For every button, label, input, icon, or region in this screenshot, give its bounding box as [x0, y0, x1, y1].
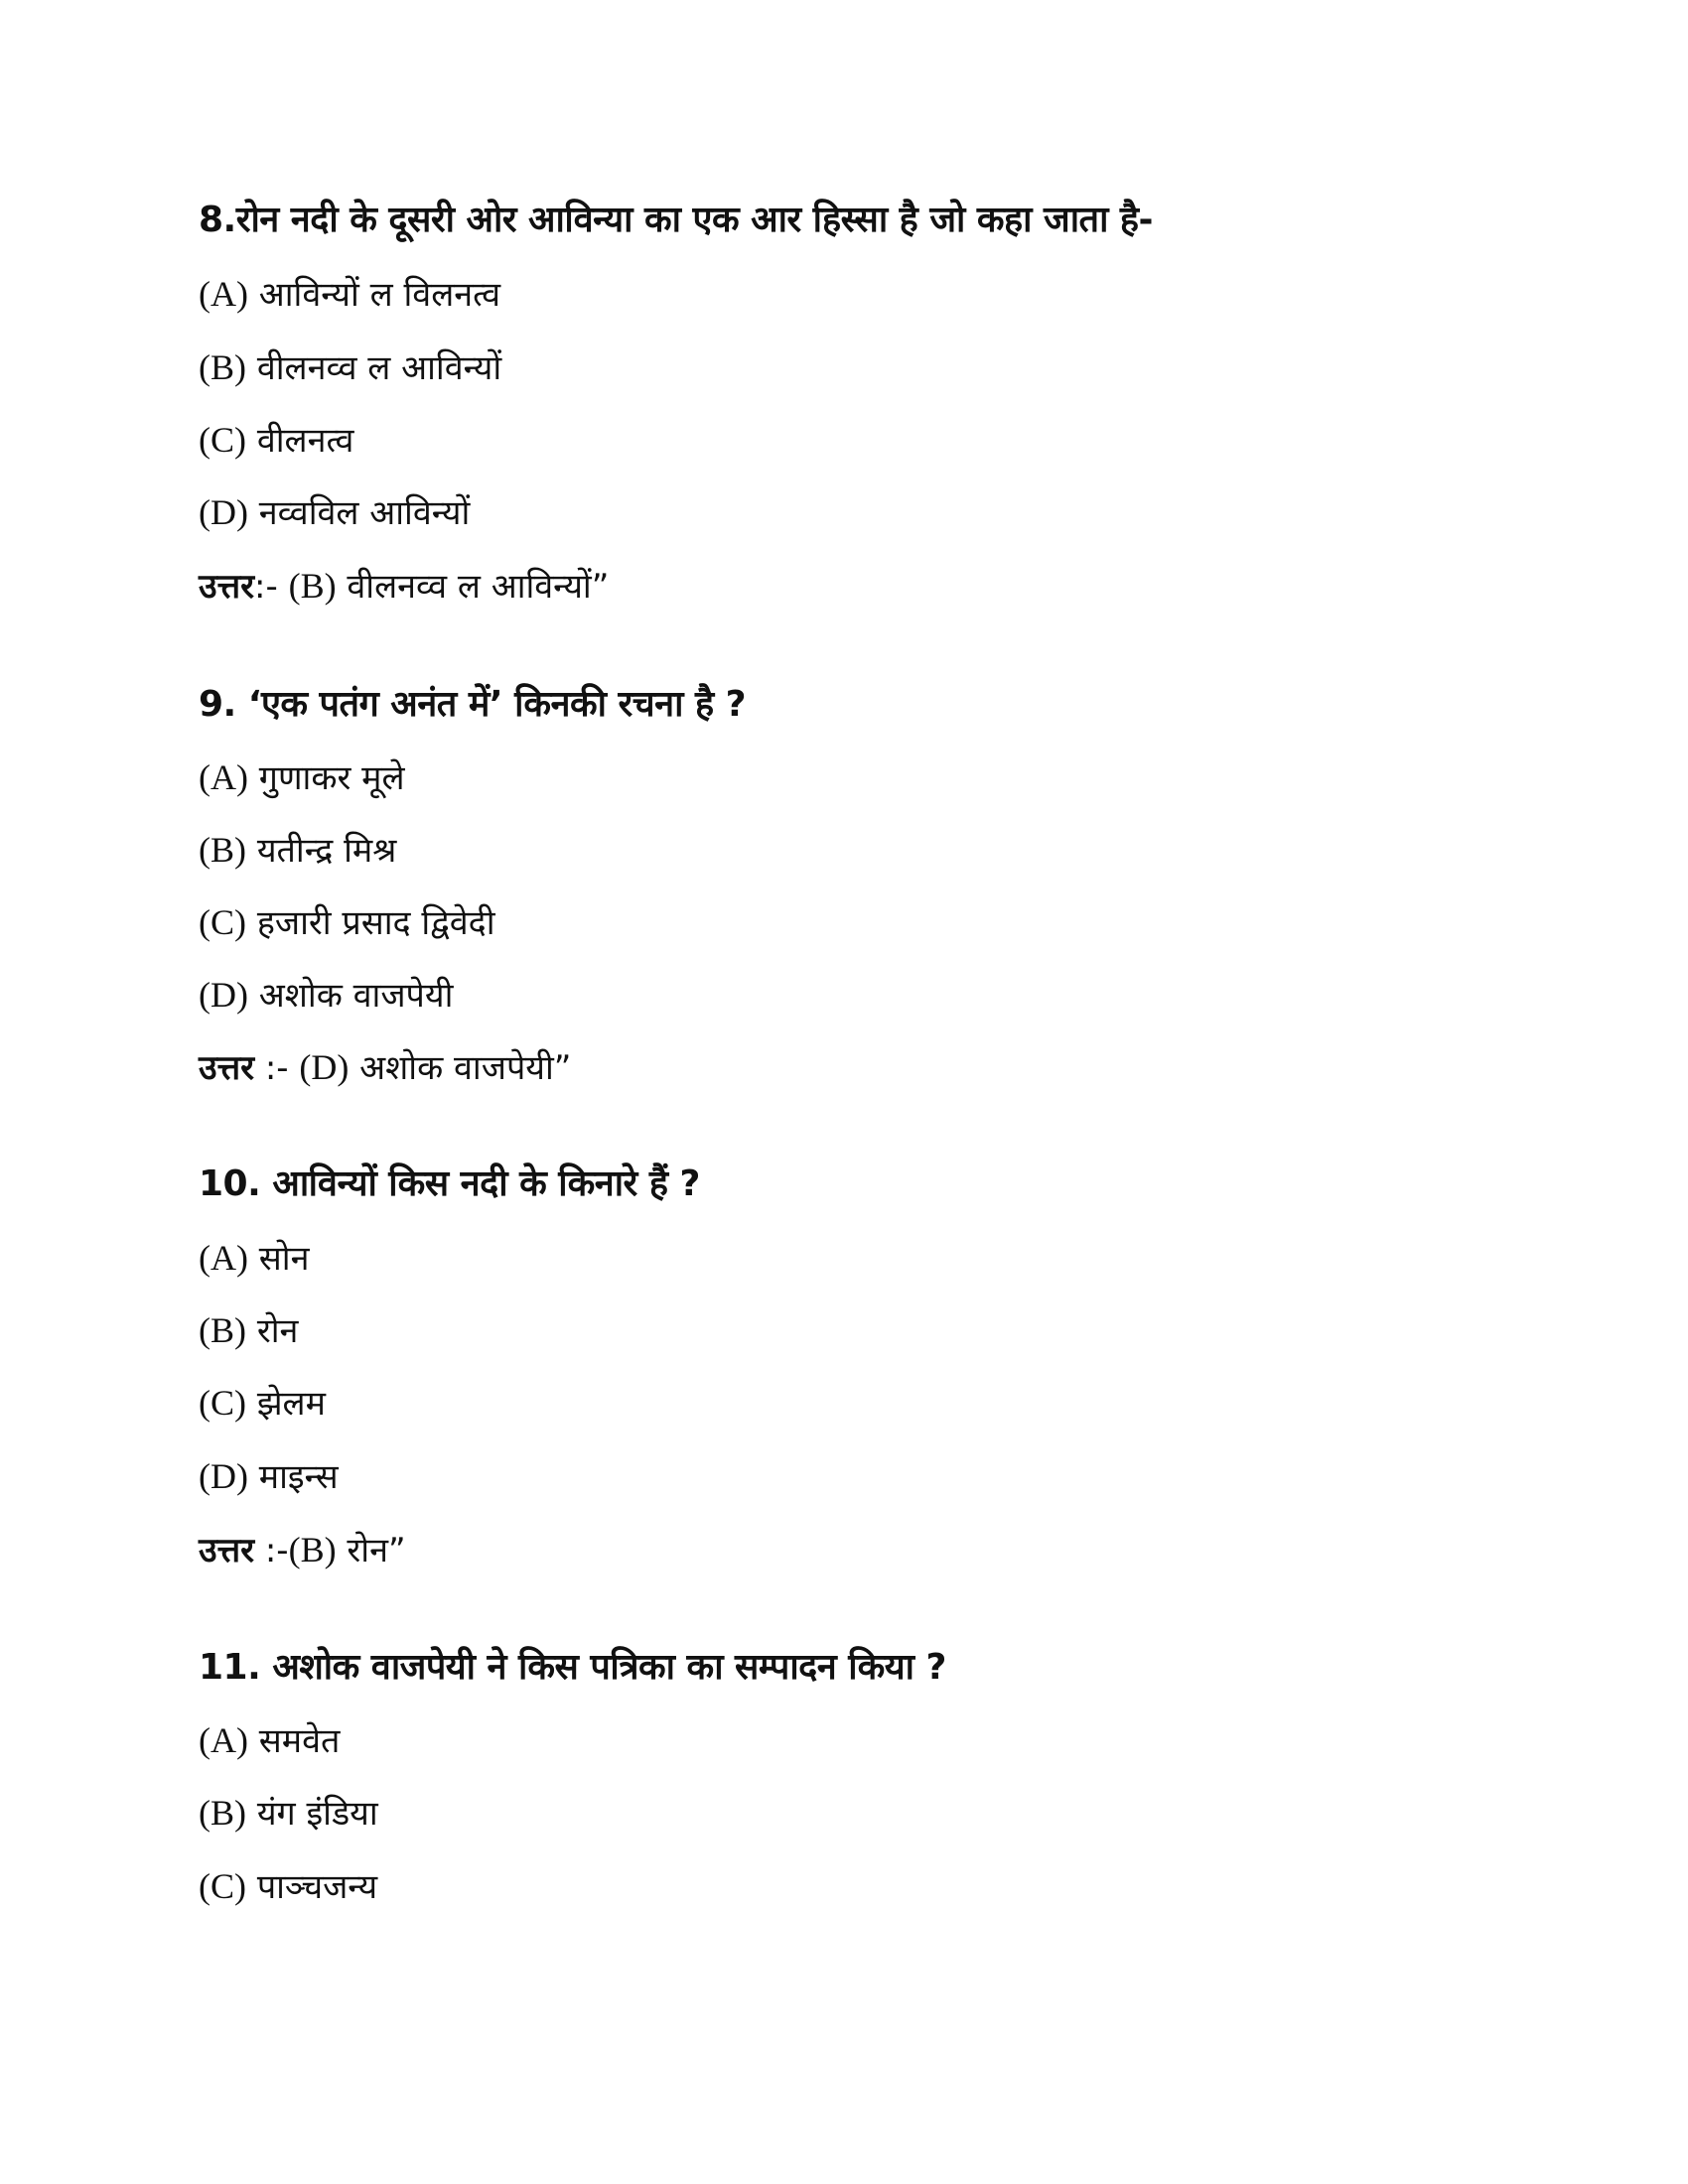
- question-text: आविन्यों किस नदी के किनारे हैं ?: [260, 1163, 700, 1204]
- question-8-option-c: [199, 415, 353, 465]
- option-key: (B): [199, 1793, 246, 1833]
- question-10-heading: [199, 1160, 700, 1209]
- question-number: 10.: [199, 1163, 261, 1204]
- option-text: आविन्यों ल विलनत्व: [258, 275, 501, 315]
- question-9-heading: [199, 680, 746, 730]
- question-10-option-d: [199, 1451, 339, 1501]
- option-text: यतीन्द्र मिश्र: [256, 831, 397, 871]
- answer-key: (B): [288, 1530, 337, 1570]
- option-key: (D): [199, 1456, 248, 1496]
- answer-separator: :-: [254, 1048, 300, 1088]
- question-11-option-c: [199, 1861, 377, 1911]
- option-text: माइन्स: [258, 1457, 339, 1497]
- answer-text: रोन”: [336, 1531, 406, 1570]
- question-number: 9.: [199, 684, 236, 725]
- answer-key: (D): [299, 1047, 350, 1087]
- answer-separator: :-: [254, 567, 289, 607]
- answer-label: उत्तर: [199, 1048, 255, 1088]
- option-text: अशोक वाजपेयी: [258, 976, 454, 1016]
- option-key: (A): [199, 1238, 248, 1278]
- question-8-answer: [199, 561, 609, 611]
- option-key: (D): [199, 492, 248, 532]
- question-10-answer: [199, 1525, 406, 1574]
- option-text: नव्वविल आविन्यों: [258, 493, 471, 533]
- option-key: (A): [199, 274, 248, 314]
- option-text: पाञ्चजन्य: [256, 1867, 378, 1907]
- question-number: 8.: [199, 200, 236, 240]
- option-key: (C): [199, 420, 246, 460]
- question-8-heading: [199, 196, 1153, 245]
- answer-text: अशोक वाजपेयी”: [349, 1048, 572, 1088]
- answer-key: (B): [288, 566, 337, 606]
- answer-text: वीलनव्व ल आविन्यों”: [336, 567, 610, 607]
- question-text: अशोक वाजपेयी ने किस पत्रिका का सम्पादन किया ?: [260, 1647, 946, 1688]
- answer-label: उत्तर: [199, 1531, 255, 1570]
- option-text: हजारी प्रसाद द्विवेदी: [256, 903, 495, 943]
- question-9-answer: [199, 1042, 571, 1092]
- option-text: वीलनव्व ल आविन्यों: [256, 348, 502, 388]
- answer-label: उत्तर: [199, 567, 255, 607]
- answer-separator: :-: [254, 1531, 289, 1570]
- question-11-option-a: [199, 1715, 340, 1765]
- question-9-option-c: [199, 897, 495, 947]
- question-text: ‘एक पतंग अनंत में’ किनकी रचना है ?: [235, 684, 746, 725]
- question-8-option-a: [199, 269, 500, 319]
- option-text: गुणाकर मूले: [258, 758, 405, 798]
- option-key: (C): [199, 1383, 246, 1423]
- option-text: सोन: [258, 1239, 310, 1279]
- question-11-heading: [199, 1643, 946, 1693]
- question-11-option-b: [199, 1788, 378, 1838]
- option-key: (B): [199, 830, 246, 870]
- option-key: (C): [199, 902, 246, 942]
- question-text: रोन नदी के दूसरी ओर आविन्या का एक आर हिस्सा है जो कहा जाता है-: [235, 200, 1153, 240]
- question-8-option-d: [199, 487, 470, 537]
- option-key: (C): [199, 1866, 246, 1906]
- question-9-option-a: [199, 752, 405, 802]
- option-key: (A): [199, 1720, 248, 1760]
- option-text: वीलनत्व: [256, 421, 354, 461]
- question-10-option-a: [199, 1233, 309, 1283]
- option-text: झेलम: [256, 1384, 326, 1424]
- option-key: (A): [199, 757, 248, 797]
- question-9-option-d: [199, 970, 453, 1020]
- question-9-option-b: [199, 825, 396, 875]
- option-text: यंग इंडिया: [256, 1794, 378, 1834]
- option-text: रोन: [256, 1311, 299, 1351]
- option-key: (B): [199, 347, 246, 387]
- question-10-option-b: [199, 1305, 298, 1355]
- question-8-option-b: [199, 342, 501, 392]
- question-number: 11.: [199, 1647, 261, 1688]
- question-10-option-c: [199, 1378, 326, 1428]
- option-text: समवेत: [258, 1721, 341, 1761]
- option-key: (D): [199, 975, 248, 1015]
- option-key: (B): [199, 1310, 246, 1350]
